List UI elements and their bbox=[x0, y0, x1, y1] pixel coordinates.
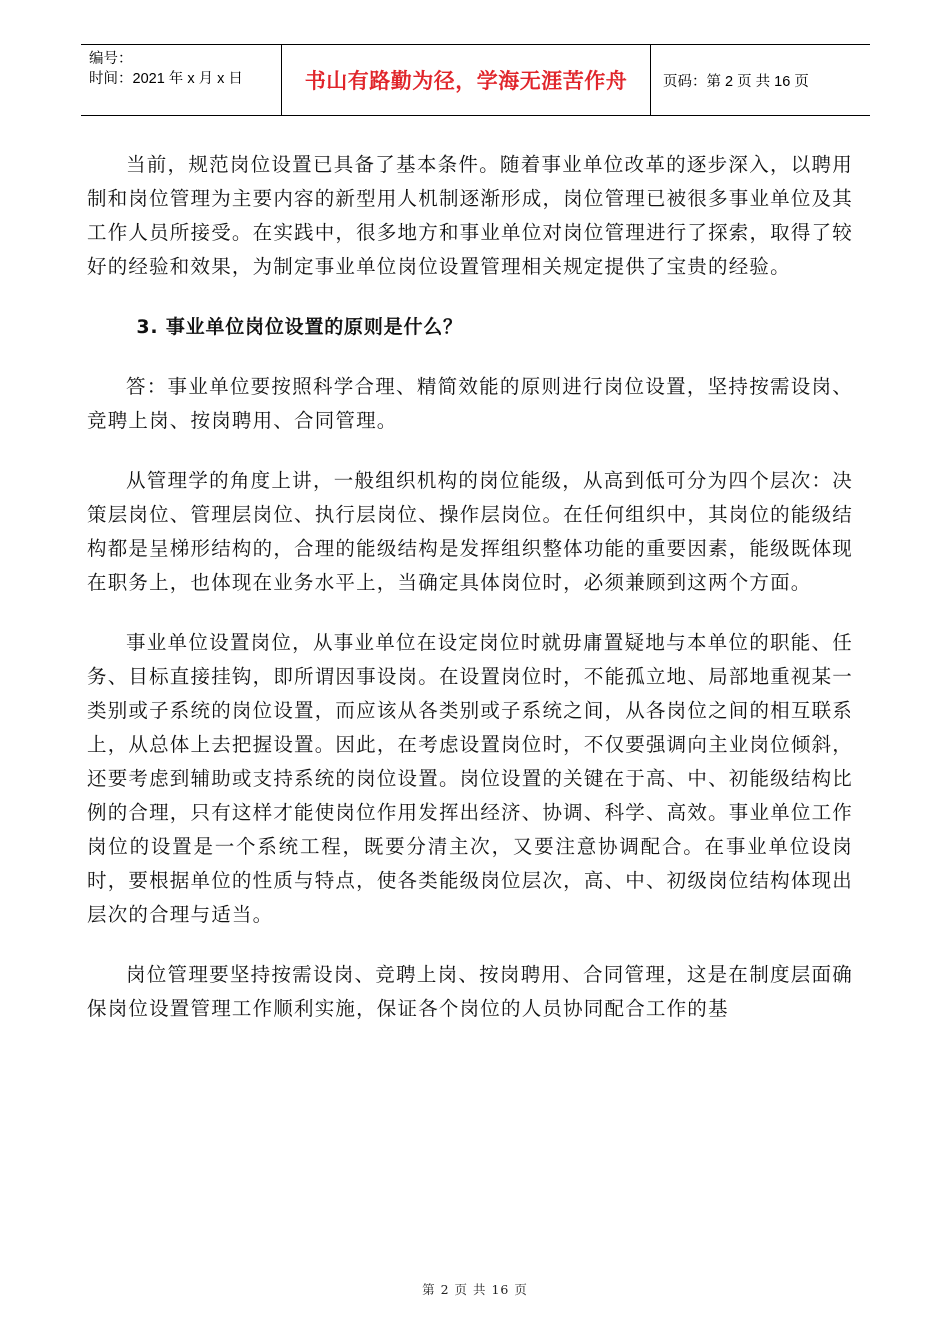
paragraph: 岗位管理要坚持按需设岗、竞聘上岗、按岗聘用、合同管理，这是在制度层面确保岗位设置管理工作顺利实施，保证各个岗位的人员协同配合工作的基 bbox=[87, 963, 853, 1020]
document-time: 时间：2021 年 x 月 x 日 bbox=[89, 71, 243, 87]
paragraph: 答：事业单位要按照科学合理、精简效能的原则进行岗位设置，坚持按需设岗、竞聘上岗、按岗聘用、合同管理。 bbox=[87, 375, 853, 432]
page-footer: 第 2 页 共 16 页 bbox=[422, 1282, 528, 1297]
paragraph: 当前，规范岗位设置已具备了基本条件。随着事业单位改革的逐步深入，以聘用制和岗位管理为主要内容的新型用人机制逐渐形成，岗位管理已被很多事业单位及其工作人员所接受。在实践中，很多地方和事业单位对岗位管理进行了探索，取得了较好的经验和效果，为制定事业单位岗位设置管理相关规定提供了宝贵的经验。 bbox=[87, 153, 853, 278]
page-header bbox=[81, 44, 870, 116]
paragraph: 事业单位设置岗位，从事业单位在设定岗位时就毋庸置疑地与本单位的职能、任务、目标直接挂钩，即所谓因事设岗。在设置岗位时，不能孤立地、局部地重视某一类别或子系统的岗位设置，而应该从各类别或子系统之间，从各岗位之间的相互联系上，从总体上去把握设置。因此，在考虑设置岗位时，不仅要强调向主业岗位倾斜，还要考虑到辅助或支持系统的岗位设置。岗位设置的关键在于高、中、初能级结构比例的合理，只有这样才能使岗位作用发挥出经济、协调、科学、高效。事业单位工作岗位的设置是一个系统工程，既要分清主次，又要注意协调配合。在事业单位设岗时，要根据单位的性质与特点，使各类能级岗位层次，高、中、初级岗位结构体现出层次的合理与适当。 bbox=[87, 631, 853, 926]
header-meta bbox=[81, 45, 282, 115]
header-motto: 书山有路勤为径，学海无涯苦作舟 bbox=[282, 45, 651, 115]
document-number-label: 编号： bbox=[89, 51, 133, 67]
section-heading: 3. 事业单位岗位设置的原则是什么？ bbox=[136, 316, 463, 338]
header-page-info: 页码：第 2 页 共 16 页 bbox=[663, 73, 809, 90]
document-body bbox=[87, 148, 853, 1026]
paragraph: 从管理学的角度上讲，一般组织机构的岗位能级，从高到低可分为四个层次：决策层岗位、管理层岗位、执行层岗位、操作层岗位。在任何组织中，其岗位的能级结构都是呈梯形结构的，合理的能级结构是发挥组织整体功能的重要因素，能级既体现在职务上，也体现在业务水平上，当确定具体岗位时，必须兼顾到这两个方面。 bbox=[87, 469, 853, 594]
